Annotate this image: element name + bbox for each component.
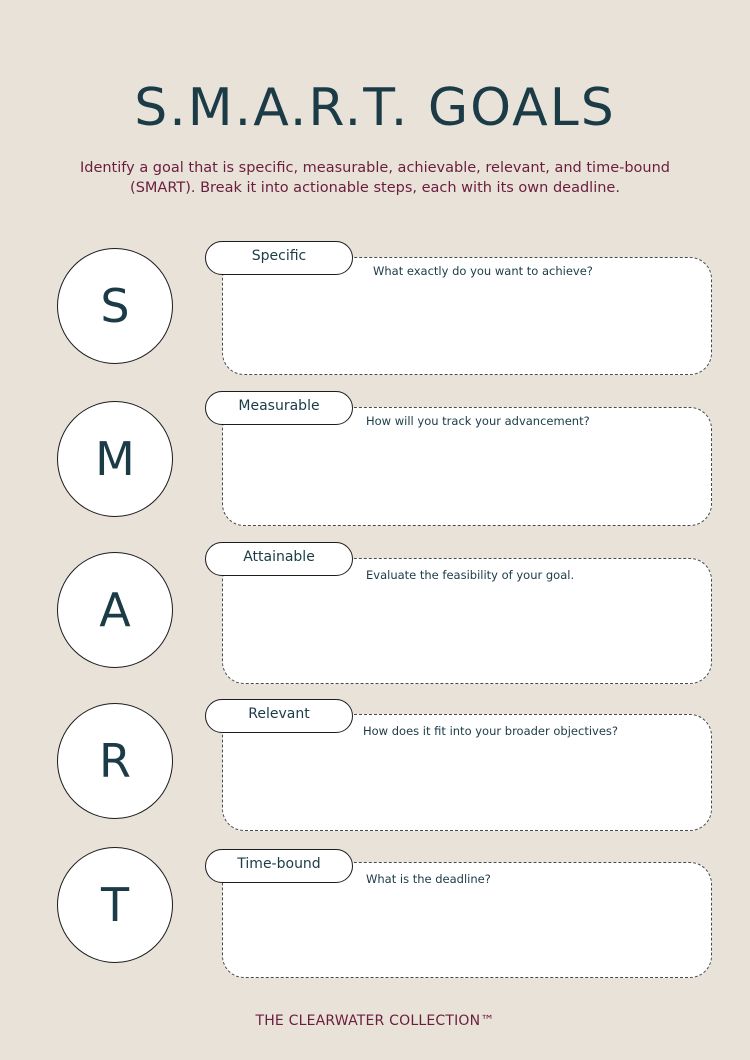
letter-circle-s: S [57,248,173,364]
letter-circle-m: M [57,401,173,517]
page-title: S.M.A.R.T. GOALS [134,78,616,138]
attainable-prompt: Evaluate the feasibility of your goal. [366,568,575,582]
letter-circle-r: R [57,703,173,819]
intro-text: Identify a goal that is specific, measurable, achievable, relevant, and time-bound (SMART). Break it into actionable steps, each with its own deadline. [79,160,671,196]
measurable-label-tab: Measurable [205,391,353,425]
letter-circle-a: A [57,552,173,668]
relevant-prompt: How does it fit into your broader objectives? [363,724,618,738]
specific-label-tab: Specific [205,241,353,275]
brand-footer: THE CLEARWATER COLLECTION™ [255,1013,495,1029]
measurable-prompt: How will you track your advancement? [366,414,590,428]
specific-prompt: What exactly do you want to achieve? [373,264,593,278]
time-bound-prompt: What is the deadline? [366,872,491,886]
relevant-label-tab: Relevant [205,699,353,733]
letter-circle-t: T [57,847,173,963]
attainable-label-tab: Attainable [205,542,353,576]
time-bound-label-tab: Time-bound [205,849,353,883]
